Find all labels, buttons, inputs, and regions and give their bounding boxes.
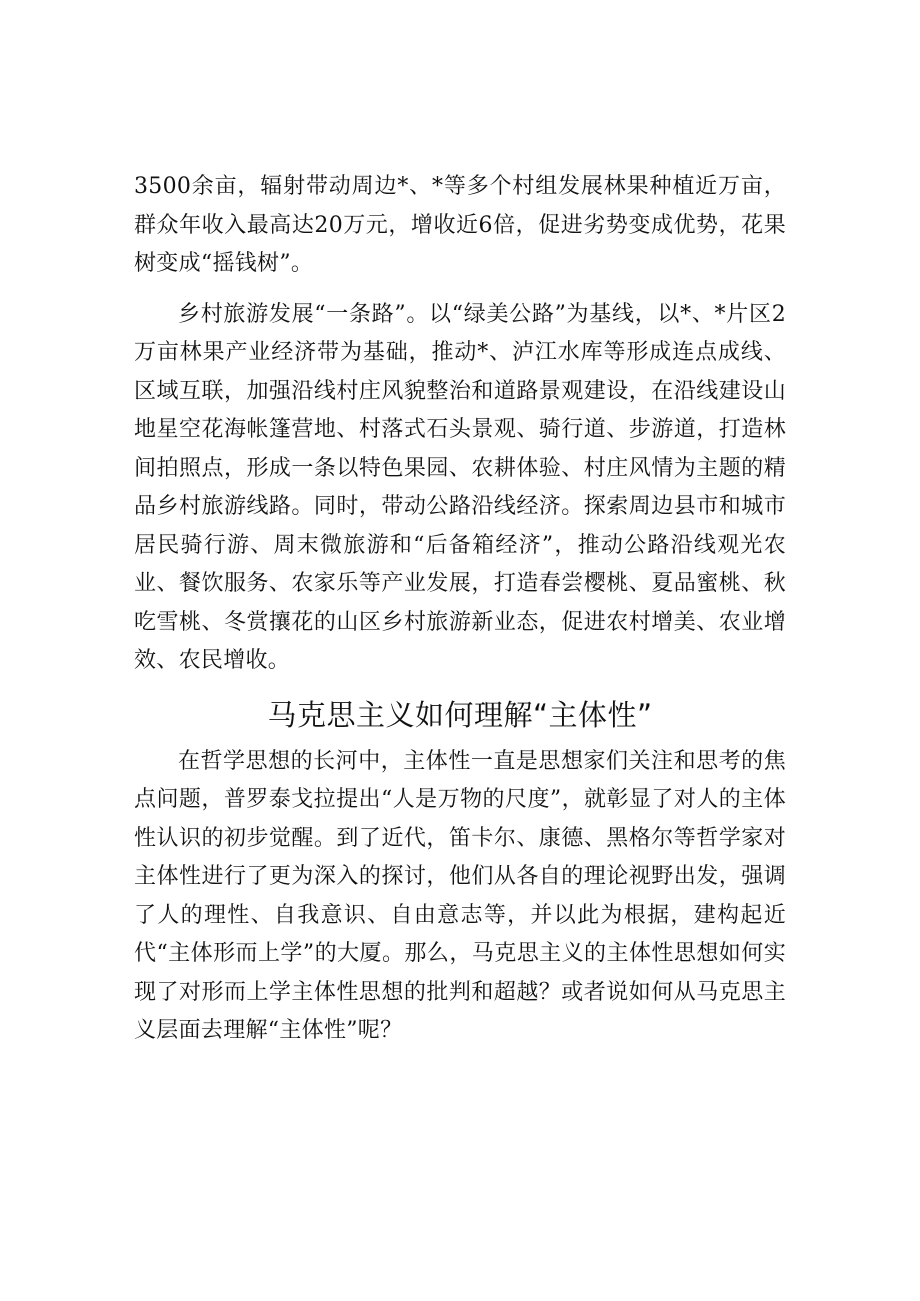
paragraph-subjectivity: 在哲学思想的长河中，主体性一直是思想家们关注和思考的焦点问题，普罗泰戈拉提出“人是万物的尺度”，就彰显了对人的主体性认识的初步觉醒。到了近代，笛卡尔、康德、黑格尔等哲学家对主体性进行了更为深入的探讨，他们从各自的理论视野出发，强调了人的理性、自我意识、自由意志等，并以此为根据，建构起近代“主体形而上学”的大厦。那么，马克思主义的主体性思想如何实现了对形而上学主体性思想的批判和超越？或者说如何从马克思主义层面去理解“主体性”呢？ xyxy=(134,748,786,1043)
article-heading: 马克思主义如何理解“主体性” xyxy=(267,697,653,732)
document-body xyxy=(134,168,786,1051)
paragraph-continued: 3500余亩，辐射带动周边*、*等多个村组发展林果种植近万亩，群众年收入最高达20万元，增收近6倍，促进劣势变成优势，花果树变成“摇钱树”。 xyxy=(134,174,786,276)
paragraph-rural-tourism: 乡村旅游发展“一条路”。以“绿美公路”为基线，以*、*片区2万亩林果产业经济带为基础，推动*、泸江水库等形成连点成线、区域互联，加强沿线村庄风貌整治和道路景观建设，在沿线建设山地星空花海帐篷营地、村落式石头景观、骑行道、步游道，打造林间拍照点，形成一条以特色果园、农耕体验、村庄风情为主题的精品乡村旅游线路。同时，带动公路沿线经济。探索周边县市和城市居民骑行游、周末微旅游和“后备箱经济”，推动公路沿线观光农业、餐饮服务、农家乐等产业发展，打造春尝樱桃、夏品蜜桃、秋吃雪桃、冬赏攘花的山区乡村旅游新业态，促进农村增美、农业增效、农民增收。 xyxy=(134,301,786,673)
